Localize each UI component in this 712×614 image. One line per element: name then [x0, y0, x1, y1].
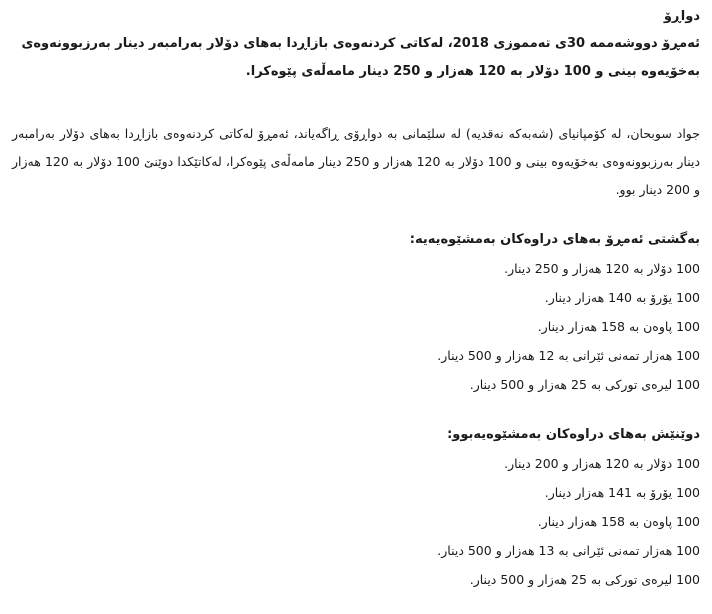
today-rate-irr: 100 هەزار تمەنی ئێرانی بە 12 هەزار و 500 دینار.: [437, 348, 700, 363]
yesterday-rate-usd: 100 دۆلار بە 120 هەزار و 200 دینار.: [504, 456, 700, 471]
today-rate-gbp: 100 پاوەن بە 158 هەزار دینار.: [537, 319, 700, 334]
yesterday-rates-list: [12, 449, 700, 594]
yesterday-rates-heading: دوێنێش بەهای دراوەکان بەمشێوەیەبوو:: [447, 427, 700, 442]
yesterday-rate-eur: 100 یۆرۆ بە 141 هەزار دینار.: [544, 485, 700, 500]
article-body: جواد سوبحان، لە کۆمپانیای (شەبەکە نەقدیە) لە سلێمانی بە دواڕۆی ڕاگەیاند، ئەمڕۆ لەکاتی کردنەوەی بازاڕدا بەهای دۆلار بەرامبەر دینار بەرزبوونەوەی بەخۆیەوە بینی و 100 دۆلار بە 120 هەزار و 250 دینار مامەڵەی پێوەکرا، لەکاتێکدا دوێنێ 100 دۆلار بە 120 هەزار و 200 دینار بوو.: [12, 126, 701, 197]
today-rates-list: [12, 254, 700, 399]
article-title: دواڕۆ: [663, 9, 700, 24]
today-rate-usd: 100 دۆلار بە 120 هەزار و 250 دینار.: [504, 261, 700, 276]
yesterday-rates-section: [12, 425, 700, 594]
today-rate-try: 100 لیرەی تورکی بە 25 هەزار و 500 دینار.: [469, 377, 700, 392]
today-rate-eur: 100 یۆرۆ بە 140 هەزار دینار.: [544, 290, 700, 305]
today-rates-heading: بەگشتی ئەمڕۆ بەهای دراوەکان بەمشێوەیەیە:: [409, 232, 700, 247]
today-rates-section: [12, 230, 700, 399]
yesterday-rate-try: 100 لیرەی تورکی بە 25 هەزار و 500 دینار.: [469, 572, 700, 587]
article-lead: ئەمڕۆ دووشەممە 30ی تەمموزی 2018، لەکاتی کردنەوەی بازاڕدا بەهای دۆلار بەرامبەر دینار بەرزبوونەوەی بەخۆیەوە بینی و 100 دۆلار بە 120 هەزار و 250 دینار مامەڵەی پێوەکرا.: [21, 36, 700, 79]
yesterday-rate-irr: 100 هەزار تمەنی ئێرانی بە 13 هەزار و 500 دینار.: [437, 543, 700, 558]
yesterday-rate-gbp: 100 پاوەن بە 158 هەزار دینار.: [537, 514, 700, 529]
